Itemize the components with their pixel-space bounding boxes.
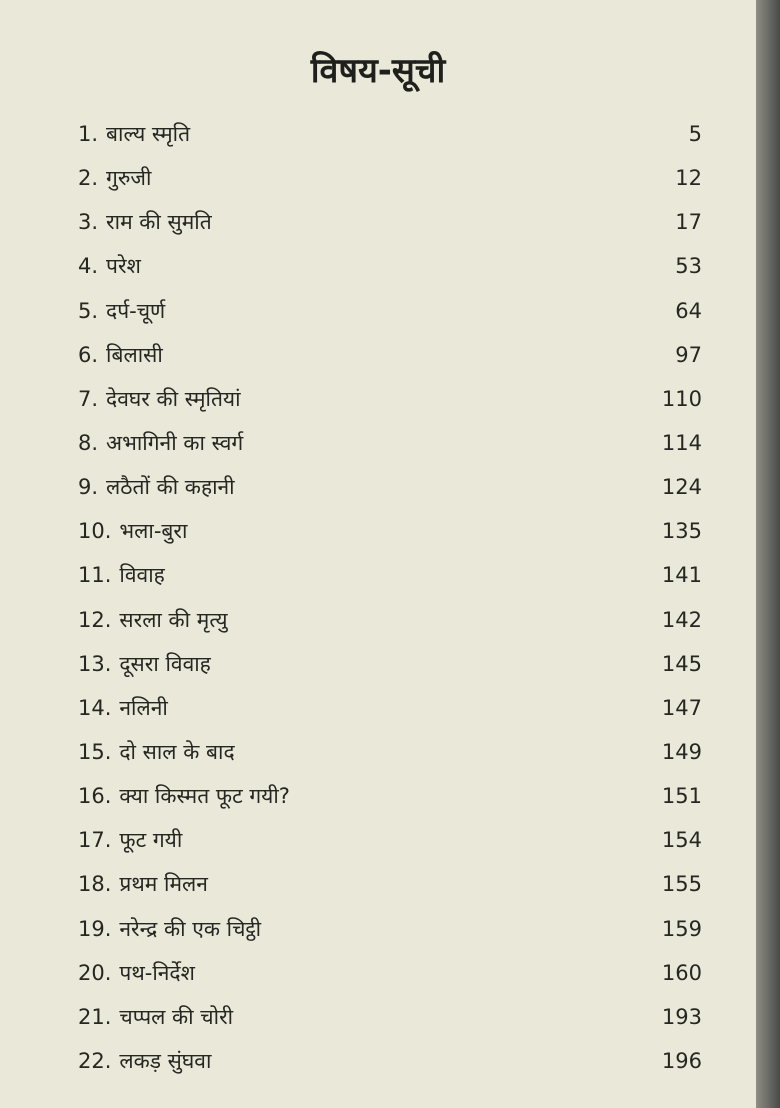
entry-page-number: 193 [661, 1004, 702, 1029]
entry-page-number: 64 [675, 298, 702, 323]
entry-title: परेश [106, 254, 141, 279]
entry-page-number: 147 [661, 695, 702, 720]
entry-title: चप्पल की चोरी [119, 1004, 234, 1029]
entry-title: लठैतों की कहानी [106, 475, 235, 500]
toc-entry [78, 774, 702, 818]
entry-number: 14. [78, 695, 112, 720]
entry-page-number: 97 [675, 342, 702, 367]
toc-entry [78, 289, 702, 333]
toc-entry [78, 112, 702, 156]
entry-page-number: 151 [661, 784, 702, 809]
entry-title: क्या किस्मत फूट गयी? [119, 784, 290, 809]
entry-page-number: 155 [661, 872, 702, 897]
entry-title: पथ-निर्देश [119, 960, 195, 985]
entry-title: राम की सुमति [106, 210, 212, 235]
entry-number: 22. [78, 1049, 112, 1074]
entry-number: 5. [78, 298, 99, 323]
toc-entry [78, 686, 702, 730]
entry-page-number: 145 [661, 651, 702, 676]
toc-entry [78, 465, 702, 509]
entry-number: 2. [78, 166, 99, 191]
table-of-contents [78, 112, 702, 1083]
entry-number: 16. [78, 784, 112, 809]
entry-number: 17. [78, 828, 112, 853]
toc-entry [78, 907, 702, 951]
entry-page-number: 135 [661, 519, 702, 544]
entry-number: 6. [78, 342, 99, 367]
entry-title: दो साल के बाद [119, 740, 235, 765]
entry-title: दूसरा विवाह [119, 651, 211, 676]
page-edge [756, 0, 780, 1108]
entry-page-number: 17 [675, 210, 702, 235]
entry-number: 8. [78, 431, 99, 456]
toc-entry [78, 200, 702, 244]
toc-entry [78, 1039, 702, 1083]
entry-page-number: 12 [675, 166, 702, 191]
entry-number: 3. [78, 210, 99, 235]
page-title: विषय-सूची [310, 51, 446, 91]
entry-title: दर्प-चूर्ण [106, 298, 166, 323]
toc-entry [78, 333, 702, 377]
entry-title: नरेन्द्र की एक चिट्ठी [119, 916, 262, 941]
entry-title: विवाह [119, 563, 165, 588]
entry-number: 19. [78, 916, 112, 941]
entry-title: प्रथम मिलन [119, 872, 208, 897]
entry-page-number: 114 [661, 431, 702, 456]
toc-entry [78, 951, 702, 995]
entry-page-number: 160 [661, 960, 702, 985]
entry-page-number: 159 [661, 916, 702, 941]
entry-title: नलिनी [119, 695, 168, 720]
entry-number: 1. [78, 122, 99, 147]
entry-number: 15. [78, 740, 112, 765]
entry-page-number: 141 [661, 563, 702, 588]
toc-entry [78, 509, 702, 553]
entry-number: 13. [78, 651, 112, 676]
entry-page-number: 124 [661, 475, 702, 500]
toc-entry [78, 244, 702, 288]
entry-title: देवघर की स्मृतियां [106, 386, 241, 411]
entry-number: 10. [78, 519, 112, 544]
entry-number: 4. [78, 254, 99, 279]
toc-entry [78, 995, 702, 1039]
entry-page-number: 5 [688, 122, 702, 147]
entry-number: 7. [78, 386, 99, 411]
entry-title: बिलासी [106, 342, 163, 367]
entry-title: लकड़ सुंघवा [119, 1049, 212, 1074]
entry-number: 21. [78, 1004, 112, 1029]
entry-number: 18. [78, 872, 112, 897]
entry-number: 20. [78, 960, 112, 985]
toc-entry [78, 421, 702, 465]
toc-entry [78, 862, 702, 906]
toc-entry [78, 553, 702, 597]
entry-title: सरला की मृत्यु [119, 607, 228, 632]
entry-title: अभागिनी का स्वर्ग [106, 431, 244, 456]
entry-title: भला-बुरा [119, 519, 188, 544]
toc-entry [78, 377, 702, 421]
entry-page-number: 110 [661, 386, 702, 411]
toc-entry [78, 818, 702, 862]
toc-entry [78, 598, 702, 642]
entry-page-number: 149 [661, 740, 702, 765]
entry-number: 9. [78, 475, 99, 500]
entry-page-number: 142 [661, 607, 702, 632]
entry-page-number: 154 [661, 828, 702, 853]
entry-title: गुरुजी [106, 166, 152, 191]
entry-page-number: 53 [675, 254, 702, 279]
toc-entry [78, 730, 702, 774]
toc-entry [78, 156, 702, 200]
entry-title: फूट गयी [119, 828, 183, 853]
toc-entry [78, 642, 702, 686]
entry-page-number: 196 [661, 1049, 702, 1074]
entry-number: 12. [78, 607, 112, 632]
entry-number: 11. [78, 563, 112, 588]
entry-title: बाल्य स्मृति [106, 122, 191, 147]
